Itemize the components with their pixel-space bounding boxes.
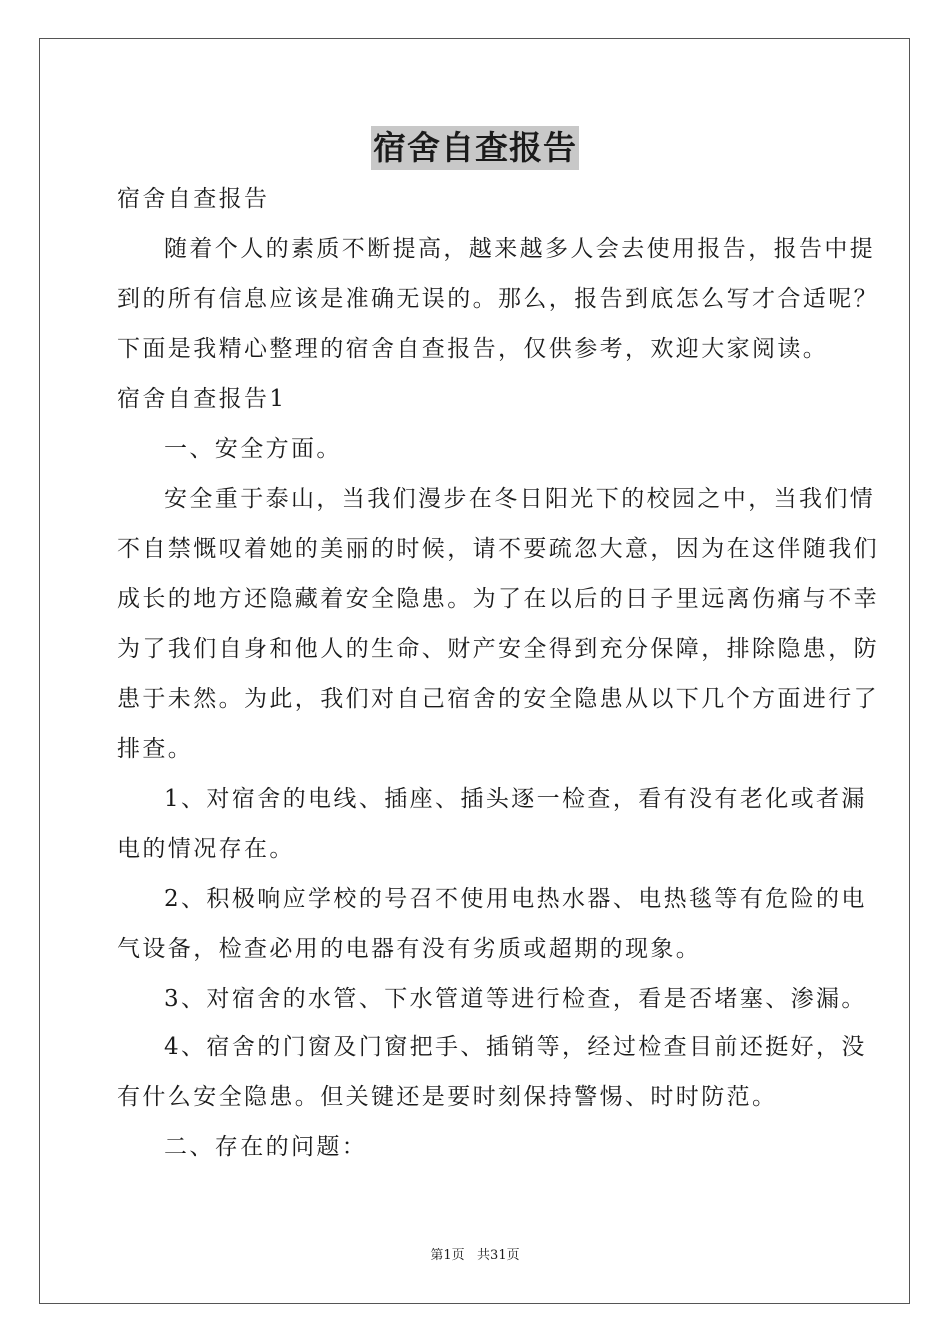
paragraph-line: 随着个人的素质不断提高，越来越多人会去使用报告，报告中提: [164, 236, 876, 262]
page-border: [39, 38, 910, 1304]
title-wrap: [0, 126, 950, 170]
page-footer: 第1页 共31页: [430, 1248, 520, 1263]
paragraph-line: 气设备，检查必用的电器有没有劣质或超期的现象。: [117, 936, 702, 962]
paragraph-line: 下面是我精心整理的宿舍自查报告，仅供参考，欢迎大家阅读。: [117, 336, 829, 362]
section-heading: 宿舍自查报告1: [117, 386, 287, 412]
paragraph-line: 成长的地方还隐藏着安全隐患。为了在以后的日子里远离伤痛与不幸: [117, 586, 879, 612]
paragraph-line: 1、对宿舍的电线、插座、插头逐一检查，看有没有老化或者漏: [164, 786, 867, 812]
paragraph-line: 排查。: [117, 736, 194, 762]
document-title: 宿舍自查报告: [371, 126, 579, 170]
paragraph-line: 3、对宿舍的水管、下水管道等进行检查，看是否堵塞、渗漏。: [164, 986, 867, 1012]
paragraph-line: 不自禁慨叹着她的美丽的时候，请不要疏忽大意，因为在这伴随我们: [117, 536, 879, 562]
section-heading: 二、存在的问题：: [164, 1134, 368, 1160]
paragraph-line: 电的情况存在。: [117, 836, 295, 862]
paragraph-line: 4、宿舍的门窗及门窗把手、插销等，经过检查目前还挺好，没: [164, 1034, 867, 1060]
subtitle-line: 宿舍自查报告: [117, 186, 270, 212]
paragraph-line: 到的所有信息应该是准确无误的。那么，报告到底怎么写才合适呢？: [117, 286, 879, 312]
paragraph-line: 安全重于泰山，当我们漫步在冬日阳光下的校园之中，当我们情: [164, 486, 876, 512]
paragraph-line: 患于未然。为此，我们对自己宿舍的安全隐患从以下几个方面进行了: [117, 686, 879, 712]
paragraph-line: 有什么安全隐患。但关键还是要时刻保持警惕、时时防范。: [117, 1084, 778, 1110]
paragraph-line: 2、积极响应学校的号召不使用电热水器、电热毯等有危险的电: [164, 886, 867, 912]
paragraph-line: 一、安全方面。: [164, 436, 342, 462]
paragraph-line: 为了我们自身和他人的生命、财产安全得到充分保障，排除隐患，防: [117, 636, 879, 662]
